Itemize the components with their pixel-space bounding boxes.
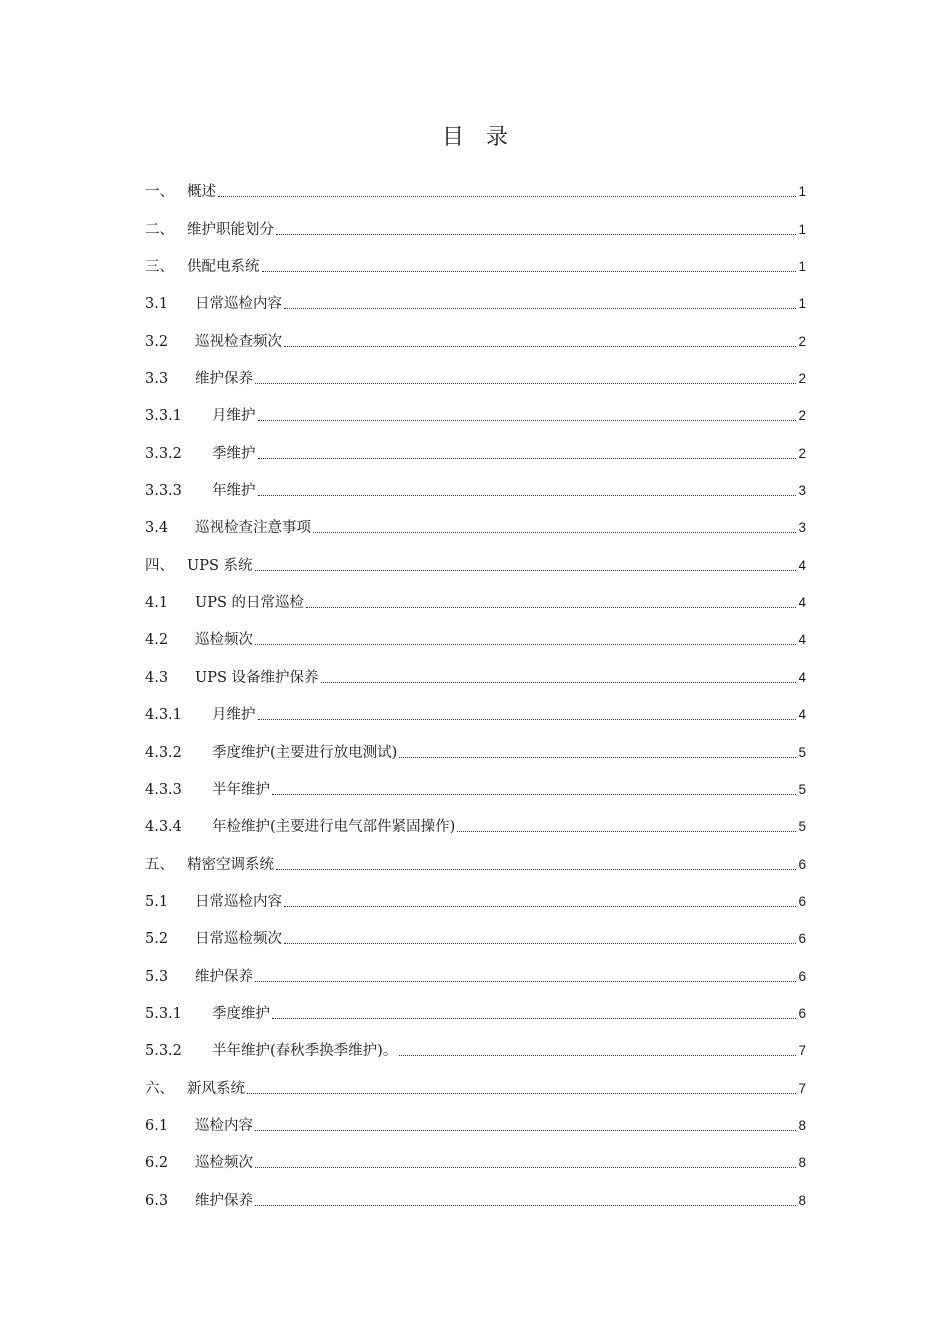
toc-entry-number: 3.3.2	[145, 445, 182, 462]
toc-dot-leader	[258, 420, 797, 421]
toc-entry-label: 供配电系统	[187, 259, 260, 276]
toc-entry-number: 6.3	[145, 1192, 169, 1209]
toc-dot-leader	[218, 196, 796, 197]
toc-entry-number: 六、	[145, 1080, 174, 1097]
toc-entry-label: 巡视检查注意事项	[195, 520, 311, 537]
toc-entry[interactable]	[145, 202, 806, 239]
toc-entry-page-number: 3	[798, 483, 806, 499]
toc-entry[interactable]	[145, 426, 806, 463]
toc-entry[interactable]	[145, 650, 806, 687]
toc-entry[interactable]	[145, 613, 806, 650]
toc-dot-leader	[272, 1018, 796, 1019]
toc-entry-number: 5.1	[145, 893, 169, 910]
toc-entry-page-number: 3	[798, 520, 806, 536]
toc-entry-label: 维护保养	[195, 968, 253, 985]
toc-entry-label: 半年维护(春秋季换季维护)。	[212, 1043, 398, 1060]
toc-entry[interactable]	[145, 501, 806, 538]
toc-entry-page-number: 1	[798, 221, 806, 237]
toc-entry[interactable]	[145, 875, 806, 912]
toc-entry-page-number: 2	[798, 371, 806, 387]
toc-entry-label: 半年维护	[212, 781, 270, 798]
toc-entry-label: UPS 的日常巡检	[195, 595, 305, 612]
toc-entry-number: 4.1	[145, 595, 169, 612]
toc-entry-page-number: 5	[798, 781, 806, 797]
toc-entry-page-number: 8	[798, 1192, 806, 1208]
toc-entry-page-number: 8	[798, 1117, 806, 1133]
toc-entry-number: 一、	[145, 184, 174, 201]
toc-dot-leader	[247, 1093, 796, 1094]
toc-entry-label: 日常巡检频次	[195, 931, 282, 948]
toc-entry-label: 年检维护(主要进行电气部件紧固操作)	[212, 819, 456, 836]
toc-entry-page-number: 1	[798, 259, 806, 275]
toc-dot-leader	[276, 234, 796, 235]
toc-entry[interactable]	[145, 949, 806, 986]
toc-entry-label: UPS 设备维护保养	[195, 669, 319, 686]
toc-entry-number: 3.4	[145, 520, 169, 537]
toc-entry[interactable]	[145, 1061, 806, 1098]
toc-dot-leader	[255, 644, 796, 645]
toc-entry-number: 4.3	[145, 669, 169, 686]
toc-dot-leader	[306, 607, 796, 608]
toc-entry-page-number: 7	[798, 1043, 806, 1059]
toc-entry-number: 四、	[145, 557, 174, 574]
toc-entry-label: 巡视检查频次	[195, 333, 282, 350]
toc-entry-number: 4.3.2	[145, 744, 182, 761]
toc-dot-leader	[272, 794, 796, 795]
toc-dot-leader	[284, 906, 796, 907]
toc-entry-number: 5.3.1	[145, 1005, 182, 1022]
toc-entry-page-number: 4	[798, 632, 806, 648]
toc-entry-number: 3.2	[145, 333, 169, 350]
toc-dot-leader	[313, 532, 796, 533]
toc-dot-leader	[255, 1205, 796, 1206]
toc-dot-leader	[457, 831, 796, 832]
toc-entry-label: 维护职能划分	[187, 221, 274, 238]
toc-dot-leader	[399, 1055, 796, 1056]
toc-entry[interactable]	[145, 837, 806, 874]
toc-entry[interactable]	[145, 1136, 806, 1173]
toc-entry-label: UPS 系统	[187, 557, 253, 574]
toc-entry-page-number: 1	[798, 296, 806, 312]
toc-entry-label: 季度维护	[212, 1005, 270, 1022]
toc-entry[interactable]	[145, 165, 806, 202]
toc-dot-leader	[258, 495, 797, 496]
toc-entry-page-number: 5	[798, 819, 806, 835]
toc-entry-number: 二、	[145, 221, 174, 238]
toc-title: 目 录	[441, 125, 508, 150]
toc-entry-number: 5.3	[145, 968, 169, 985]
toc-entry[interactable]	[145, 725, 806, 762]
toc-entry-label: 日常巡检内容	[195, 893, 282, 910]
toc-list	[145, 165, 806, 1211]
toc-dot-leader	[255, 1130, 796, 1131]
toc-dot-leader	[255, 1167, 796, 1168]
toc-entry[interactable]	[145, 688, 806, 725]
toc-dot-leader	[255, 383, 796, 384]
toc-entry-number: 3.1	[145, 296, 169, 313]
toc-entry-number: 6.1	[145, 1117, 169, 1134]
toc-entry-page-number: 6	[798, 856, 806, 872]
toc-entry-label: 精密空调系统	[187, 856, 274, 873]
toc-entry-label: 巡检内容	[195, 1117, 253, 1134]
toc-entry[interactable]	[145, 240, 806, 277]
toc-entry-number: 3.3.3	[145, 483, 182, 500]
toc-entry-page-number: 6	[798, 893, 806, 909]
toc-entry-label: 概述	[187, 184, 216, 201]
toc-dot-leader	[284, 308, 796, 309]
toc-entry-label: 维护保养	[195, 1192, 253, 1209]
toc-entry[interactable]	[145, 314, 806, 351]
toc-entry-label: 日常巡检内容	[195, 296, 282, 313]
toc-entry-page-number: 6	[798, 1005, 806, 1021]
toc-entry[interactable]	[145, 1099, 806, 1136]
toc-entry-number: 4.3.4	[145, 819, 182, 836]
toc-dot-leader	[321, 682, 797, 683]
toc-entry[interactable]	[145, 763, 806, 800]
toc-entry[interactable]	[145, 1173, 806, 1210]
toc-entry-number: 5.2	[145, 931, 169, 948]
toc-entry[interactable]	[145, 1024, 806, 1061]
toc-entry-page-number: 4	[798, 669, 806, 685]
toc-entry-number: 4.3.3	[145, 781, 182, 798]
toc-entry[interactable]	[145, 389, 806, 426]
toc-entry-page-number: 2	[798, 333, 806, 349]
toc-entry-page-number: 2	[798, 408, 806, 424]
toc-entry-number: 4.3.1	[145, 707, 182, 724]
toc-entry-page-number: 4	[798, 707, 806, 723]
toc-entry-number: 3.3	[145, 371, 169, 388]
toc-dot-leader	[262, 271, 797, 272]
toc-entry-number: 4.2	[145, 632, 169, 649]
toc-dot-leader	[276, 869, 796, 870]
toc-entry-number: 5.3.2	[145, 1043, 182, 1060]
toc-entry-label: 维护保养	[195, 371, 253, 388]
toc-dot-leader	[258, 458, 797, 459]
toc-entry-label: 月维护	[212, 707, 256, 724]
toc-entry-page-number: 5	[798, 744, 806, 760]
toc-dot-leader	[284, 346, 796, 347]
toc-entry-label: 巡检频次	[195, 1155, 253, 1172]
toc-entry-label: 年维护	[212, 483, 256, 500]
toc-entry-page-number: 1	[798, 184, 806, 200]
toc-entry-number: 3.3.1	[145, 408, 182, 425]
toc-entry-page-number: 6	[798, 968, 806, 984]
toc-entry-number: 五、	[145, 856, 174, 873]
toc-entry-page-number: 4	[798, 595, 806, 611]
toc-entry-page-number: 4	[798, 557, 806, 573]
toc-entry-page-number: 7	[798, 1080, 806, 1096]
toc-entry[interactable]	[145, 277, 806, 314]
toc-entry[interactable]	[145, 800, 806, 837]
toc-entry-number: 三、	[145, 259, 174, 276]
toc-entry[interactable]	[145, 912, 806, 949]
toc-entry[interactable]	[145, 464, 806, 501]
toc-dot-leader	[284, 943, 796, 944]
toc-entry[interactable]	[145, 352, 806, 389]
toc-entry-label: 季度维护(主要进行放电测试)	[212, 744, 398, 761]
toc-entry-label: 月维护	[212, 408, 256, 425]
toc-entry[interactable]	[145, 538, 806, 575]
toc-dot-leader	[255, 981, 796, 982]
toc-entry-page-number: 6	[798, 931, 806, 947]
toc-entry-page-number: 2	[798, 445, 806, 461]
toc-entry[interactable]	[145, 987, 806, 1024]
toc-entry[interactable]	[145, 576, 806, 613]
toc-entry-label: 巡检频次	[195, 632, 253, 649]
toc-entry-label: 新风系统	[187, 1080, 245, 1097]
toc-dot-leader	[258, 719, 797, 720]
toc-dot-leader	[255, 570, 797, 571]
toc-entry-number: 6.2	[145, 1155, 169, 1172]
toc-entry-page-number: 8	[798, 1155, 806, 1171]
toc-entry-label: 季维护	[212, 445, 256, 462]
toc-dot-leader	[399, 757, 796, 758]
